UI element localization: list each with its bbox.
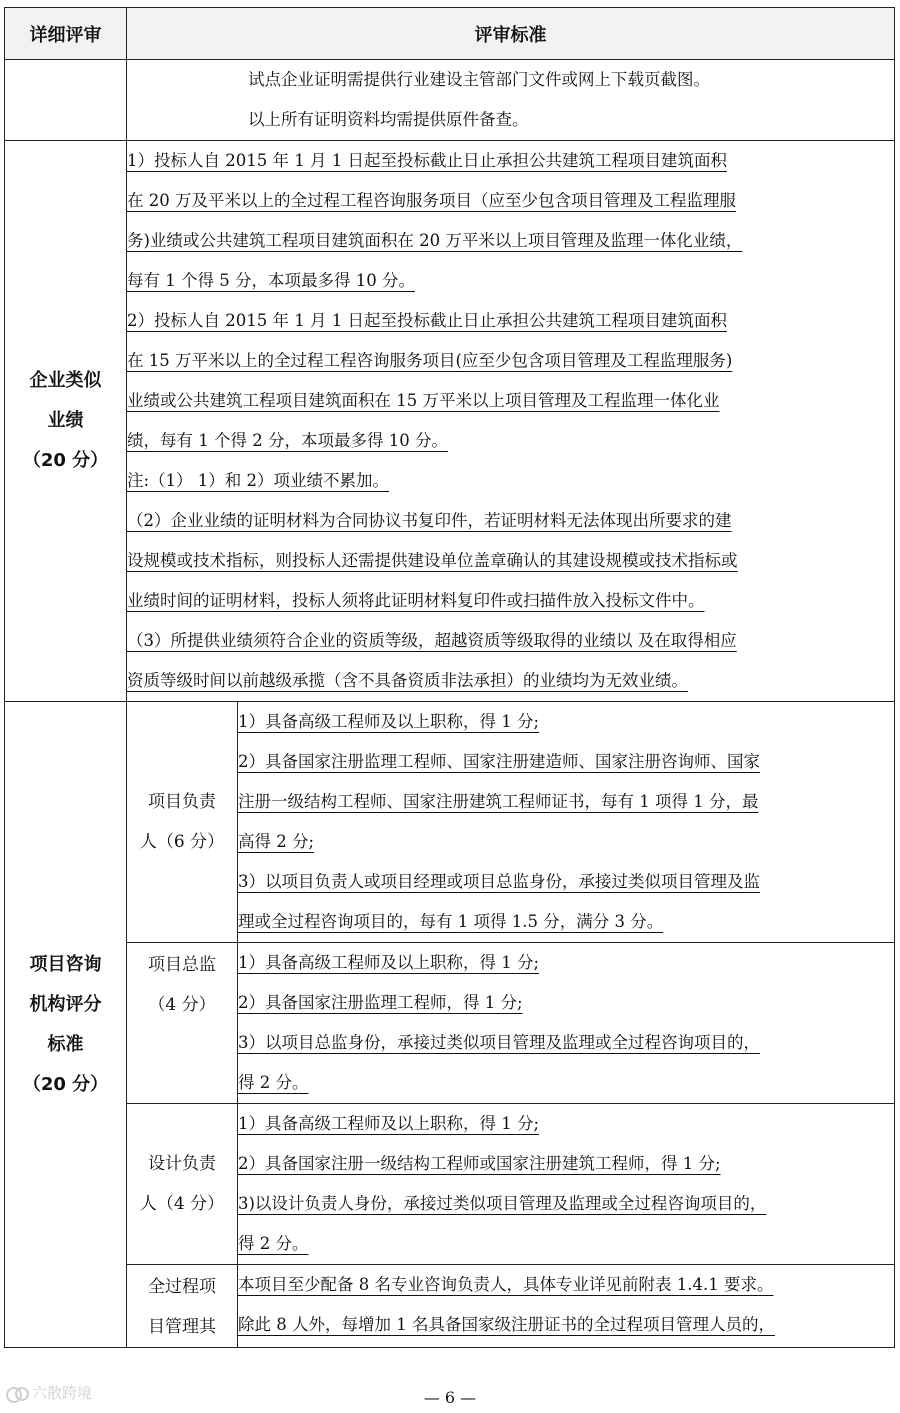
chief-supervisor-criteria [238, 943, 895, 1104]
criteria-line: （3）所提供业绩须符合企业的资质等级，超越资质等级取得的业绩以 及在取得相应 [127, 631, 737, 650]
page-number: — 6 — [423, 1388, 477, 1407]
criteria-line: 业绩或公共建筑工程项目建筑面积在 15 万平米以上项目管理及工程监理一体化业 [127, 391, 720, 410]
criteria-line: 1）具备高级工程师及以上职称，得 1 分; [238, 1114, 540, 1133]
criteria-line: 3)以设计负责人身份，承接过类似项目管理及监理或全过程咨询项目的， [238, 1194, 767, 1213]
criteria-line: 2）投标人自 2015 年 1 月 1 日起至投标截止日止承担公共建筑工程项目建筑面积 [127, 311, 727, 330]
criteria-line: 1）投标人自 2015 年 1 月 1 日起至投标截止日止承担公共建筑工程项目建筑面积 [127, 151, 727, 170]
header-review-criteria: 评审标准 [127, 8, 895, 60]
criteria-line: 每有 1 个得 5 分，本项最多得 10 分。 [127, 271, 415, 290]
criteria-line: 业绩时间的证明材料，投标人须将此证明材料复印件或扫描件放入投标文件中。 [127, 591, 705, 610]
criteria-line: 本项目至少配备 8 名专业咨询负责人，具体专业详见前附表 1.4.1 要求。 [238, 1275, 774, 1294]
criteria-line: 注册一级结构工程师、国家注册建筑工程师证书，每有 1 项得 1 分，最 [238, 792, 759, 811]
continuation-criteria [127, 60, 895, 141]
sub-design-lead: 设计负责 人（4 分） [127, 1104, 238, 1265]
table-row [5, 943, 895, 1104]
criteria-line: 得 2 分。 [238, 1234, 309, 1253]
criteria-line: （2）企业业绩的证明材料为合同协议书复印件，若证明材料无法体现出所要求的建 [127, 511, 732, 530]
sub-full-process-management: 全过程项 目管理其 [127, 1265, 238, 1348]
table-row [5, 1104, 895, 1265]
category-enterprise-performance: 企业类似 业绩 （20 分） [5, 141, 127, 702]
category-consulting-org: 项目咨询 机构评分 标准 （20 分） [5, 702, 127, 1348]
table-row [5, 60, 895, 141]
criteria-line: 注:（1） 1）和 2）项业绩不累加。 [127, 471, 390, 490]
criteria-line: 除此 8 人外，每增加 1 名具备国家级注册证书的全过程项目管理人员的， [238, 1315, 775, 1334]
criteria-line: 1）具备高级工程师及以上职称，得 1 分; [238, 712, 540, 731]
watermark-text: 六散跨境 [32, 1384, 93, 1402]
criteria-line: 在 15 万平米以上的全过程工程咨询服务项目(应至少包含项目管理及工程监理服务) [127, 351, 733, 370]
criteria-line: 务)业绩或公共建筑工程项目建筑面积在 20 万平米以上项目管理及监理一体化业绩， [127, 231, 743, 250]
criteria-line: 理或全过程咨询项目的，每有 1 项得 1.5 分，满分 3 分。 [238, 912, 664, 931]
sub-project-manager: 项目负责 人（6 分） [127, 702, 238, 943]
criteria-line: 3）以项目负责人或项目经理或项目总监身份，承接过类似项目管理及监 [238, 872, 760, 891]
project-manager-criteria [238, 702, 895, 943]
evaluation-table [4, 7, 895, 1348]
criteria-line: 试点企业证明需提供行业建设主管部门文件或网上下载页截图。 [248, 70, 710, 89]
enterprise-performance-criteria [127, 141, 895, 702]
full-process-criteria [238, 1265, 895, 1348]
criteria-line: 2）具备国家注册监理工程师，得 1 分; [238, 993, 523, 1012]
header-detail-review: 详细评审 [5, 8, 127, 60]
criteria-line: 3）以项目总监身份，承接过类似项目管理及监理或全过程咨询项目的， [238, 1033, 760, 1052]
criteria-line: 得 2 分。 [238, 1073, 309, 1092]
criteria-line: 2）具备国家注册一级结构工程师或国家注册建筑工程师，得 1 分; [238, 1154, 721, 1173]
table-row [5, 1265, 895, 1348]
criteria-line: 资质等级时间以前越级承揽（含不具备资质非法承担）的业绩均为无效业绩。 [127, 671, 688, 690]
criteria-line: 绩，每有 1 个得 2 分，本项最多得 10 分。 [127, 431, 448, 450]
table-header-row [5, 8, 895, 60]
table-row [5, 141, 895, 702]
criteria-line: 1）具备高级工程师及以上职称，得 1 分; [238, 953, 540, 972]
criteria-line: 2）具备国家注册监理工程师、国家注册建造师、国家注册咨询师、国家 [238, 752, 760, 771]
criteria-line: 设规模或技术指标，则投标人还需提供建设单位盖章确认的其建设规模或技术指标或 [127, 551, 738, 570]
sub-chief-supervisor: 项目总监 （4 分） [127, 943, 238, 1104]
table-row [5, 702, 895, 943]
criteria-line: 在 20 万及平米以上的全过程工程咨询服务项目（应至少包含项目管理及工程监理服 [127, 191, 736, 210]
criteria-line: 高得 2 分; [238, 832, 315, 851]
criteria-line: 以上所有证明资料均需提供原件备查。 [248, 110, 529, 129]
design-lead-criteria [238, 1104, 895, 1265]
empty-category-cell [5, 60, 127, 141]
